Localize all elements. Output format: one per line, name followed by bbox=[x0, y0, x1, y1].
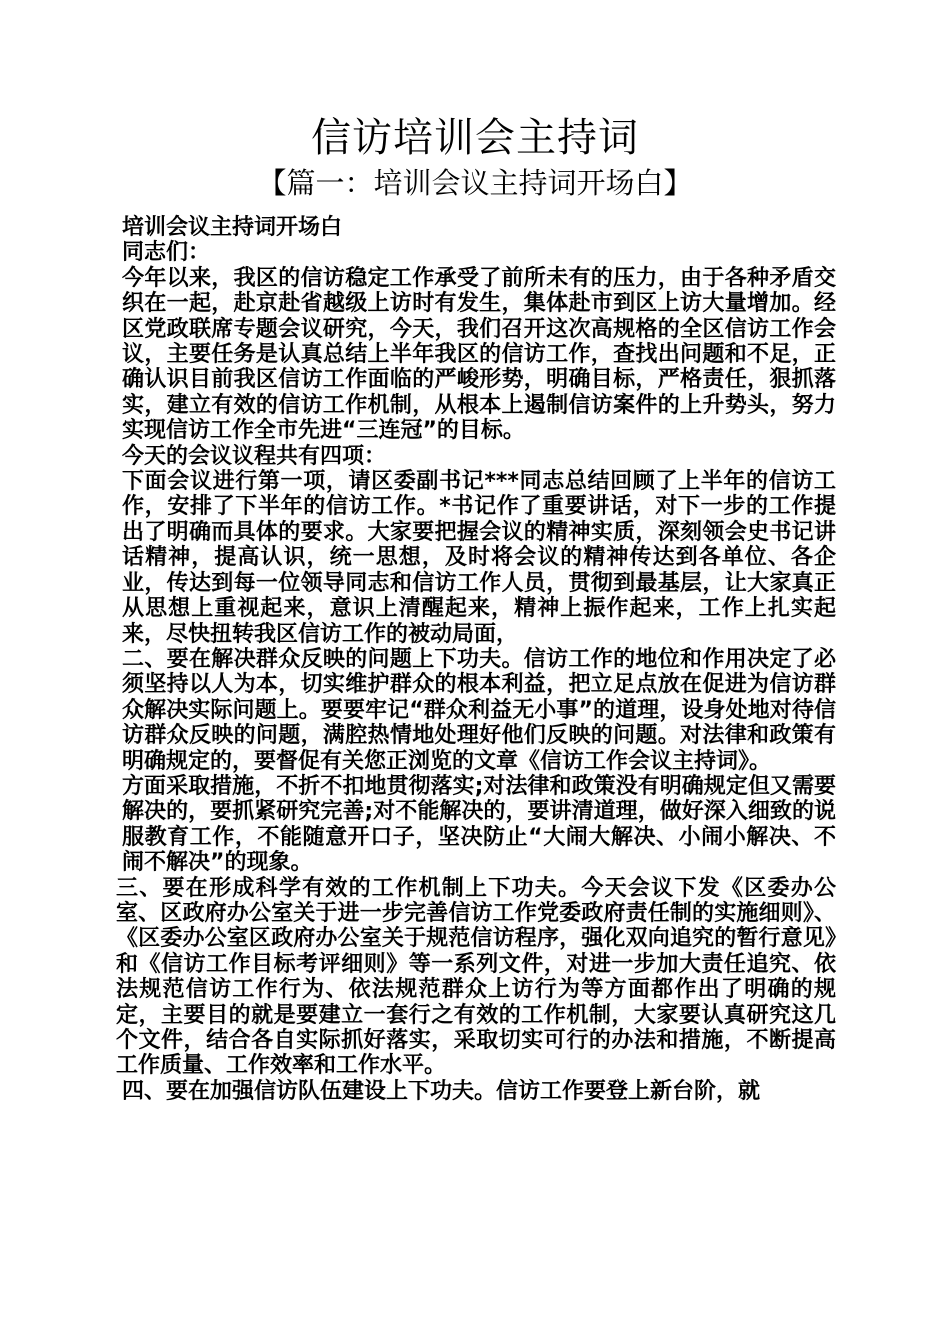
document-title: 信访培训会主持词 bbox=[311, 115, 639, 161]
paragraph-agenda: 今天的会议议程共有四项： bbox=[122, 443, 387, 469]
paragraph-item-two: 二、要在解决群众反映的问题上下功夫。信访工作的地位和作用决定了必须坚持以人为本，切实维护群众的根本利益，把立足点放在促进为信访群众解决实际问题上。要要牢记“群众利益无小事”的道理，设身处地对待信访群众反映的问题，满腔热情地处理好他们反映的问题。对法律和政策有明确规定的，要督促有关您正浏览的文章《信访工作会议主持词》。 bbox=[122, 646, 836, 774]
paragraph-item-four: 四、要在加强信访队伍建设上下功夫。信访工作要登上新台阶，就 bbox=[122, 1078, 761, 1104]
salutation: 同志们： bbox=[122, 240, 211, 266]
paragraph-measures: 方面采取措施，不折不扣地贯彻落实;对法律和政策没有明确规定但又需要解决的，要抓紧研究完善;对不能解决的，要讲清道理，做好深入细致的说服教育工作，不能随意开口子，坚决防止“大闹大解决、小闹小解决、不闹不解决”的现象。 bbox=[122, 773, 836, 876]
section-heading: 培训会议主持词开场白 bbox=[122, 215, 343, 240]
paragraph-item-three: 三、要在形成科学有效的工作机制上下功夫。今天会议下发《区委办公室、区政府办公室关于进一步完善信访工作党委政府责任制的实施细则》、《区委办公室区政府办公室关于规范信访程序，强化双向追究的暂行意见》和《信访工作目标考评细则》等一系列文件，对进一步加大责任追究、依法规范信访工作行为、依法规范群众上访行为等方面都作出了明确的规定，主要目的就是要建立一套行之有效的工作机制，大家要认真研究这几个文件，结合各自实际抓好落实，采取切实可行的办法和措施，不断提高工作质量、工作效率和工作水平。 bbox=[116, 875, 836, 1079]
paragraph-intro: 今年以来，我区的信访稳定工作承受了前所未有的压力，由于各种矛盾交织在一起，赴京赴省越级上访时有发生，集体赴市到区上访大量增加。经区党政联席专题会议研究，今天，我们召开这次高规格的全区信访工作会议，主要任务是认真总结上半年我区的信访工作，查找出问题和不足，正确认识目前我区信访工作面临的严峻形势，明确目标，严格责任，狠抓落实，建立有效的信访工作机制，从根本上遏制信访案件的上升势头，努力实现信访工作全市先进“三连冠”的目标。 bbox=[122, 265, 836, 444]
document-body bbox=[116, 215, 836, 1104]
document-subtitle: 【篇一：培训会议主持词开场白】 bbox=[257, 166, 693, 200]
paragraph-item-one: 下面会议进行第一项，请区委副书记***同志总结回顾了上半年的信访工作，安排了下半年的信访工作。*书记作了重要讲话，对下一步的工作提出了明确而具体的要求。大家要把握会议的精神实质，深刻领会史书记讲话精神，提高认识，统一思想，及时将会议的精神传达到各单位、各企业，传达到每一位领导同志和信访工作人员，贯彻到最基层，让大家真正从思想上重视起来，意识上清醒起来，精神上振作起来，工作上扎实起来，尽快扭转我区信访工作的被动局面， bbox=[122, 469, 836, 647]
